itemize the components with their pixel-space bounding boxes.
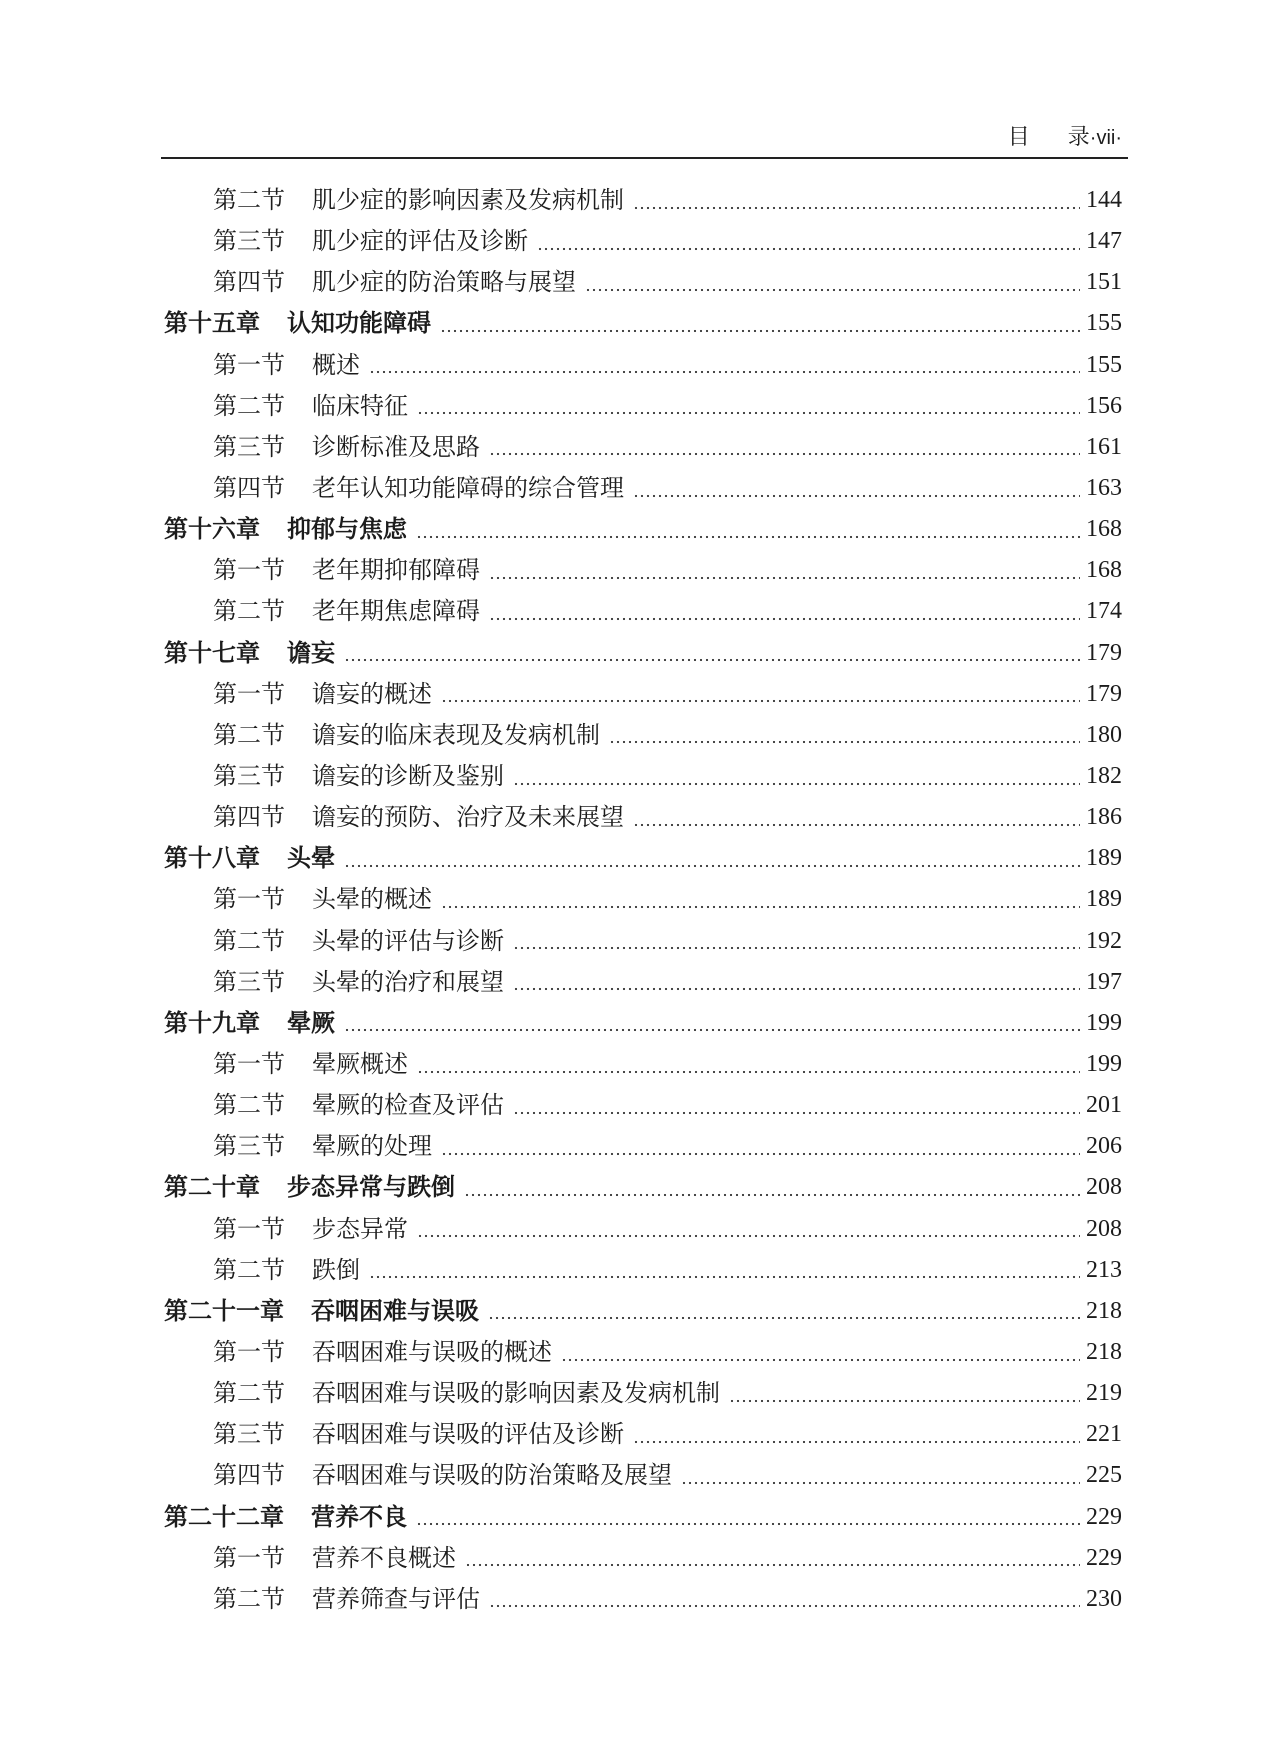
chapter-number: 第二十章 bbox=[164, 1173, 260, 1202]
toc-section-entry bbox=[0, 1579, 1280, 1620]
dot-leader bbox=[513, 946, 1080, 950]
section-title: 头晕的评估与诊断 bbox=[312, 926, 504, 955]
page-number: 180 bbox=[1086, 721, 1122, 748]
section-number: 第二节 bbox=[213, 1379, 285, 1408]
chapter-number: 第十九章 bbox=[164, 1008, 260, 1037]
page-number: 161 bbox=[1086, 433, 1122, 460]
dot-leader bbox=[489, 452, 1080, 456]
toc-section-entry bbox=[0, 797, 1280, 838]
toc-section-entry bbox=[0, 1414, 1280, 1455]
page-number: 221 bbox=[1086, 1421, 1122, 1448]
toc-section-entry bbox=[0, 180, 1280, 221]
dot-leader bbox=[489, 576, 1080, 580]
section-number: 第二节 bbox=[213, 186, 285, 214]
header-title-char-2: 录 bbox=[1067, 125, 1090, 150]
toc-section-entry bbox=[0, 345, 1280, 386]
chapter-title: 认知功能障碍 bbox=[287, 309, 431, 338]
header-title-char-1: 目 bbox=[1007, 125, 1030, 150]
section-number: 第三节 bbox=[213, 227, 285, 256]
section-title: 吞咽困难与误吸的防治策略及展望 bbox=[312, 1461, 672, 1490]
section-title: 临床特征 bbox=[312, 391, 408, 420]
chapter-title: 谵妄 bbox=[287, 638, 335, 667]
page-number: 199 bbox=[1086, 1009, 1122, 1036]
section-title: 晕厥的检查及评估 bbox=[312, 1091, 504, 1120]
page-number: 192 bbox=[1086, 927, 1122, 954]
section-title: 吞咽困难与误吸的概述 bbox=[312, 1337, 552, 1366]
section-number: 第三节 bbox=[213, 1420, 285, 1449]
toc-chapter-entry bbox=[0, 1497, 1280, 1538]
section-number: 第三节 bbox=[213, 432, 285, 461]
table-of-contents bbox=[0, 180, 1280, 1620]
dot-leader bbox=[729, 1399, 1080, 1403]
toc-section-entry bbox=[0, 468, 1280, 509]
toc-section-entry bbox=[0, 1455, 1280, 1496]
chapter-title: 晕厥 bbox=[287, 1008, 335, 1037]
page-number: 218 bbox=[1086, 1297, 1122, 1324]
toc-section-entry bbox=[0, 1209, 1280, 1250]
section-title: 晕厥概述 bbox=[312, 1049, 408, 1078]
page-number: 174 bbox=[1086, 598, 1122, 625]
page-number: 186 bbox=[1086, 804, 1122, 831]
toc-section-entry bbox=[0, 715, 1280, 756]
page-number: 144 bbox=[1086, 187, 1122, 213]
toc-chapter-entry bbox=[0, 1291, 1280, 1332]
chapter-title: 营养不良 bbox=[311, 1502, 407, 1531]
page-number: 219 bbox=[1086, 1380, 1122, 1407]
chapter-number: 第十七章 bbox=[164, 638, 260, 667]
section-number: 第一节 bbox=[213, 1214, 285, 1243]
dot-leader bbox=[633, 206, 1080, 210]
toc-section-entry bbox=[0, 550, 1280, 591]
section-number: 第二节 bbox=[213, 1584, 285, 1613]
dot-leader bbox=[681, 1481, 1080, 1485]
section-title: 步态异常 bbox=[312, 1214, 408, 1243]
section-number: 第二节 bbox=[213, 926, 285, 955]
toc-section-entry bbox=[0, 1373, 1280, 1414]
section-title: 肌少症的评估及诊断 bbox=[312, 227, 528, 256]
dot-leader bbox=[416, 1522, 1080, 1526]
chapter-title: 步态异常与跌倒 bbox=[287, 1173, 455, 1202]
dot-leader bbox=[488, 1316, 1080, 1320]
section-number: 第四节 bbox=[213, 268, 285, 297]
dot-leader bbox=[369, 370, 1080, 374]
dot-leader bbox=[633, 494, 1080, 498]
dot-leader bbox=[417, 411, 1080, 415]
section-number: 第三节 bbox=[213, 967, 285, 996]
section-title: 吞咽困难与误吸的评估及诊断 bbox=[312, 1420, 624, 1449]
section-title: 营养不良概述 bbox=[312, 1543, 456, 1572]
section-title: 吞咽困难与误吸的影响因素及发病机制 bbox=[312, 1379, 720, 1408]
chapter-title: 吞咽困难与误吸 bbox=[311, 1296, 479, 1325]
section-number: 第一节 bbox=[213, 1337, 285, 1366]
running-header bbox=[1008, 122, 1122, 154]
dot-leader bbox=[464, 1193, 1080, 1197]
dot-leader bbox=[441, 699, 1080, 703]
page-number: 156 bbox=[1086, 392, 1122, 419]
dot-leader bbox=[489, 1604, 1080, 1608]
page-number: 218 bbox=[1086, 1338, 1122, 1365]
section-number: 第一节 bbox=[213, 350, 285, 379]
page-number: 199 bbox=[1086, 1050, 1122, 1077]
dot-leader bbox=[513, 1111, 1080, 1115]
section-number: 第二节 bbox=[213, 597, 285, 626]
section-title: 肌少症的影响因素及发病机制 bbox=[312, 186, 624, 214]
header-rule bbox=[161, 157, 1128, 159]
page-number: 208 bbox=[1086, 1174, 1122, 1201]
page-number: 189 bbox=[1086, 845, 1122, 872]
dot-leader bbox=[465, 1563, 1080, 1567]
dot-leader bbox=[416, 535, 1080, 539]
section-title: 晕厥的处理 bbox=[312, 1132, 432, 1161]
section-title: 肌少症的防治策略与展望 bbox=[312, 268, 576, 297]
section-title: 谵妄的诊断及鉴别 bbox=[312, 761, 504, 790]
toc-section-entry bbox=[0, 1085, 1280, 1126]
section-number: 第一节 bbox=[213, 1543, 285, 1572]
page-number: 225 bbox=[1086, 1462, 1122, 1489]
toc-chapter-entry bbox=[0, 1003, 1280, 1044]
section-number: 第三节 bbox=[213, 1132, 285, 1161]
page-number: 179 bbox=[1086, 680, 1122, 707]
section-title: 头晕的概述 bbox=[312, 885, 432, 914]
dot-leader bbox=[417, 1234, 1080, 1238]
toc-section-entry bbox=[0, 1250, 1280, 1291]
toc-section-entry bbox=[0, 962, 1280, 1003]
toc-section-entry bbox=[0, 386, 1280, 427]
page-number: 168 bbox=[1086, 516, 1122, 543]
dot-leader bbox=[344, 658, 1080, 662]
dot-leader bbox=[513, 782, 1080, 786]
dot-leader bbox=[369, 1275, 1080, 1279]
section-number: 第四节 bbox=[213, 803, 285, 832]
page-number: 155 bbox=[1086, 351, 1122, 378]
page-number: 189 bbox=[1086, 886, 1122, 913]
dot-leader bbox=[561, 1358, 1080, 1362]
toc-chapter-entry bbox=[0, 1167, 1280, 1208]
dot-leader bbox=[417, 1070, 1080, 1074]
dot-leader bbox=[633, 1440, 1080, 1444]
toc-chapter-entry bbox=[0, 509, 1280, 550]
section-number: 第三节 bbox=[213, 761, 285, 790]
toc-section-entry bbox=[0, 879, 1280, 920]
dot-leader bbox=[344, 864, 1080, 868]
toc-section-entry bbox=[0, 674, 1280, 715]
page-number: 230 bbox=[1086, 1585, 1122, 1612]
toc-section-entry bbox=[0, 221, 1280, 262]
dot-leader bbox=[633, 823, 1080, 827]
page-number: 197 bbox=[1086, 968, 1122, 995]
section-title: 概述 bbox=[312, 350, 360, 379]
section-number: 第四节 bbox=[213, 1461, 285, 1490]
page-number: 155 bbox=[1086, 310, 1122, 337]
section-title: 营养筛查与评估 bbox=[312, 1584, 480, 1613]
section-number: 第一节 bbox=[213, 556, 285, 585]
section-number: 第二节 bbox=[213, 391, 285, 420]
page-number: 229 bbox=[1086, 1503, 1122, 1530]
section-title: 谵妄的预防、治疗及未来展望 bbox=[312, 803, 624, 832]
section-title: 老年期焦虑障碍 bbox=[312, 597, 480, 626]
toc-section-entry bbox=[0, 1332, 1280, 1373]
dot-leader bbox=[440, 329, 1080, 333]
section-title: 老年期抑郁障碍 bbox=[312, 556, 480, 585]
chapter-title: 头晕 bbox=[287, 844, 335, 873]
section-number: 第二节 bbox=[213, 1255, 285, 1284]
section-title: 诊断标准及思路 bbox=[312, 432, 480, 461]
toc-section-entry bbox=[0, 591, 1280, 632]
dot-leader bbox=[441, 1152, 1080, 1156]
dot-leader bbox=[489, 617, 1080, 621]
page-number: 179 bbox=[1086, 639, 1122, 666]
toc-section-entry bbox=[0, 1126, 1280, 1167]
page-number: 206 bbox=[1086, 1133, 1122, 1160]
page-number: 168 bbox=[1086, 557, 1122, 584]
dot-leader bbox=[537, 247, 1080, 251]
dot-leader bbox=[513, 987, 1080, 991]
chapter-number: 第十八章 bbox=[164, 844, 260, 873]
toc-section-entry bbox=[0, 1044, 1280, 1085]
toc-section-entry bbox=[0, 427, 1280, 468]
page-number: 182 bbox=[1086, 762, 1122, 789]
section-title: 跌倒 bbox=[312, 1255, 360, 1284]
section-number: 第一节 bbox=[213, 679, 285, 708]
page-number: 151 bbox=[1086, 269, 1122, 296]
page-number: 147 bbox=[1086, 228, 1122, 255]
header-page-number: ·vii· bbox=[1089, 127, 1122, 149]
section-title: 谵妄的概述 bbox=[312, 679, 432, 708]
section-number: 第一节 bbox=[213, 885, 285, 914]
page-number: 229 bbox=[1086, 1544, 1122, 1571]
section-number: 第二节 bbox=[213, 720, 285, 749]
chapter-number: 第二十二章 bbox=[164, 1502, 284, 1531]
toc-section-entry bbox=[0, 921, 1280, 962]
page-number: 213 bbox=[1086, 1256, 1122, 1283]
dot-leader bbox=[585, 288, 1080, 292]
chapter-number: 第十五章 bbox=[164, 309, 260, 338]
dot-leader bbox=[344, 1028, 1080, 1032]
toc-chapter-entry bbox=[0, 303, 1280, 344]
dot-leader bbox=[441, 905, 1080, 909]
toc-section-entry bbox=[0, 1538, 1280, 1579]
section-title: 老年认知功能障碍的综合管理 bbox=[312, 473, 624, 502]
page-number: 163 bbox=[1086, 474, 1122, 501]
section-number: 第一节 bbox=[213, 1049, 285, 1078]
dot-leader bbox=[609, 740, 1080, 744]
chapter-number: 第二十一章 bbox=[164, 1296, 284, 1325]
section-title: 头晕的治疗和展望 bbox=[312, 967, 504, 996]
section-number: 第四节 bbox=[213, 473, 285, 502]
section-title: 谵妄的临床表现及发病机制 bbox=[312, 720, 600, 749]
page-number: 208 bbox=[1086, 1215, 1122, 1242]
toc-chapter-entry bbox=[0, 633, 1280, 674]
section-number: 第二节 bbox=[213, 1091, 285, 1120]
toc-section-entry bbox=[0, 756, 1280, 797]
chapter-number: 第十六章 bbox=[164, 515, 260, 544]
toc-section-entry bbox=[0, 262, 1280, 303]
toc-chapter-entry bbox=[0, 838, 1280, 879]
chapter-title: 抑郁与焦虑 bbox=[287, 515, 407, 544]
page-number: 201 bbox=[1086, 1092, 1122, 1119]
